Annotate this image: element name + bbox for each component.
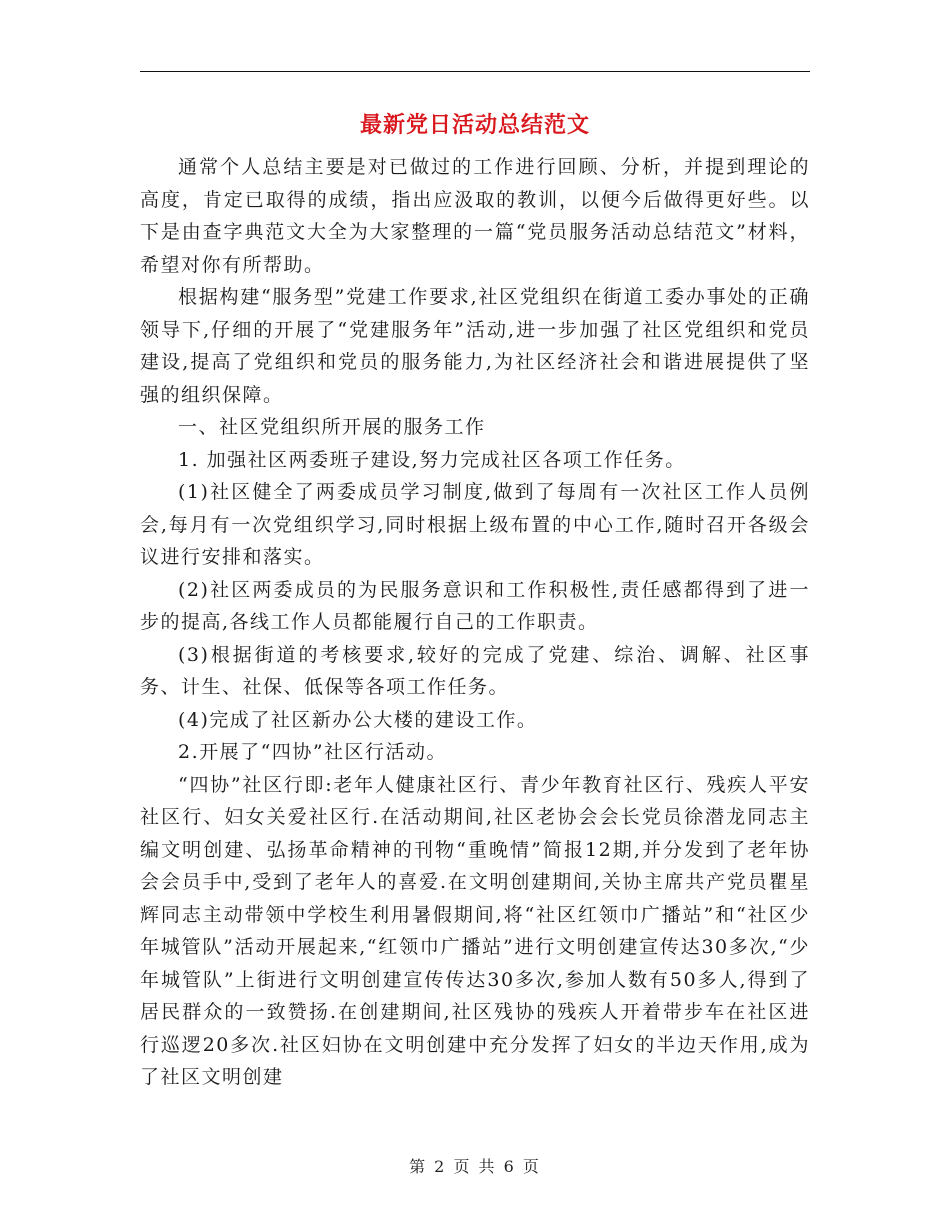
section-heading-1: 一、社区党组织所开展的服务工作 bbox=[178, 416, 486, 438]
list-item-4: (4)完成了社区新办公大楼的建设工作。 bbox=[178, 708, 538, 731]
header-rule bbox=[140, 71, 810, 72]
page-number: 第 2 页 共 6 页 bbox=[409, 1157, 541, 1176]
subsection-heading-2: 2.开展了“四协”社区行活动。 bbox=[178, 741, 448, 763]
paragraph-background: 根据构建“服务型”党建工作要求,社区党组织在街道工委办事处的正确领导下,仔细的开展了“党建服务年”活动,进一步加强了社区党组织和党员建设,提高了党组织和党员的服务能力,为社区经济社会和谐进展提供了坚强的组织保障。 bbox=[140, 286, 810, 406]
paragraph-four-associations: “四协”社区行即:老年人健康社区行、青少年教育社区行、残疾人平安社区行、妇女关爱社区行.在活动期间,社区老协会会长党员徐潜龙同志主编文明创建、弘扬革命精神的刊物“重晚情”简报12期,并分发到了老年协会会员手中,受到了老年人的喜爱.在文明创建期间,关协主席共产党员瞿星辉同志主动带领中学校生利用暑假期间,将“社区红领巾广播站”和“社区少年城管队”活动开展起来,“红领巾广播站”进行文明创建宣传达30多次,“少年城管队”上街进行文明创建宣传传达30多次,参加人数有50多人,得到了居民群众的一致赞扬.在创建期间,社区残协的残疾人开着带步车在社区进行巡逻20多次.社区妇协在文明创建中充分发挥了妇女的半边天作用,成为了社区文明创建 bbox=[140, 773, 810, 1088]
list-item-2: (2)社区两委成员的为民服务意识和工作积极性,责任感都得到了进一步的提高,各线工作人员都能履行自己的工作职责。 bbox=[140, 578, 810, 633]
document-title: 最新党日活动总结范文 bbox=[359, 113, 590, 138]
subsection-heading-1: 1. 加强社区两委班子建设,努力完成社区各项工作任务。 bbox=[178, 448, 686, 471]
paragraph-intro: 通常个人总结主要是对已做过的工作进行回顾、分析，并提到理论的高度，肯定已取得的成绩，指出应汲取的教训，以便今后做得更好些。以下是由查字典范文大全为大家整理的一篇“党员服务活动总结范文”材料，希望对你有所帮助。 bbox=[140, 156, 810, 276]
list-item-3: (3)根据街道的考核要求,较好的完成了党建、综治、调解、社区事务、计生、社保、低保等各项工作任务。 bbox=[140, 643, 810, 698]
list-item-1: (1)社区健全了两委成员学习制度,做到了每周有一次社区工作人员例会,每月有一次党组织学习,同时根据上级布置的中心工作,随时召开各级会议进行安排和落实。 bbox=[140, 481, 810, 568]
document-body bbox=[140, 151, 810, 1094]
